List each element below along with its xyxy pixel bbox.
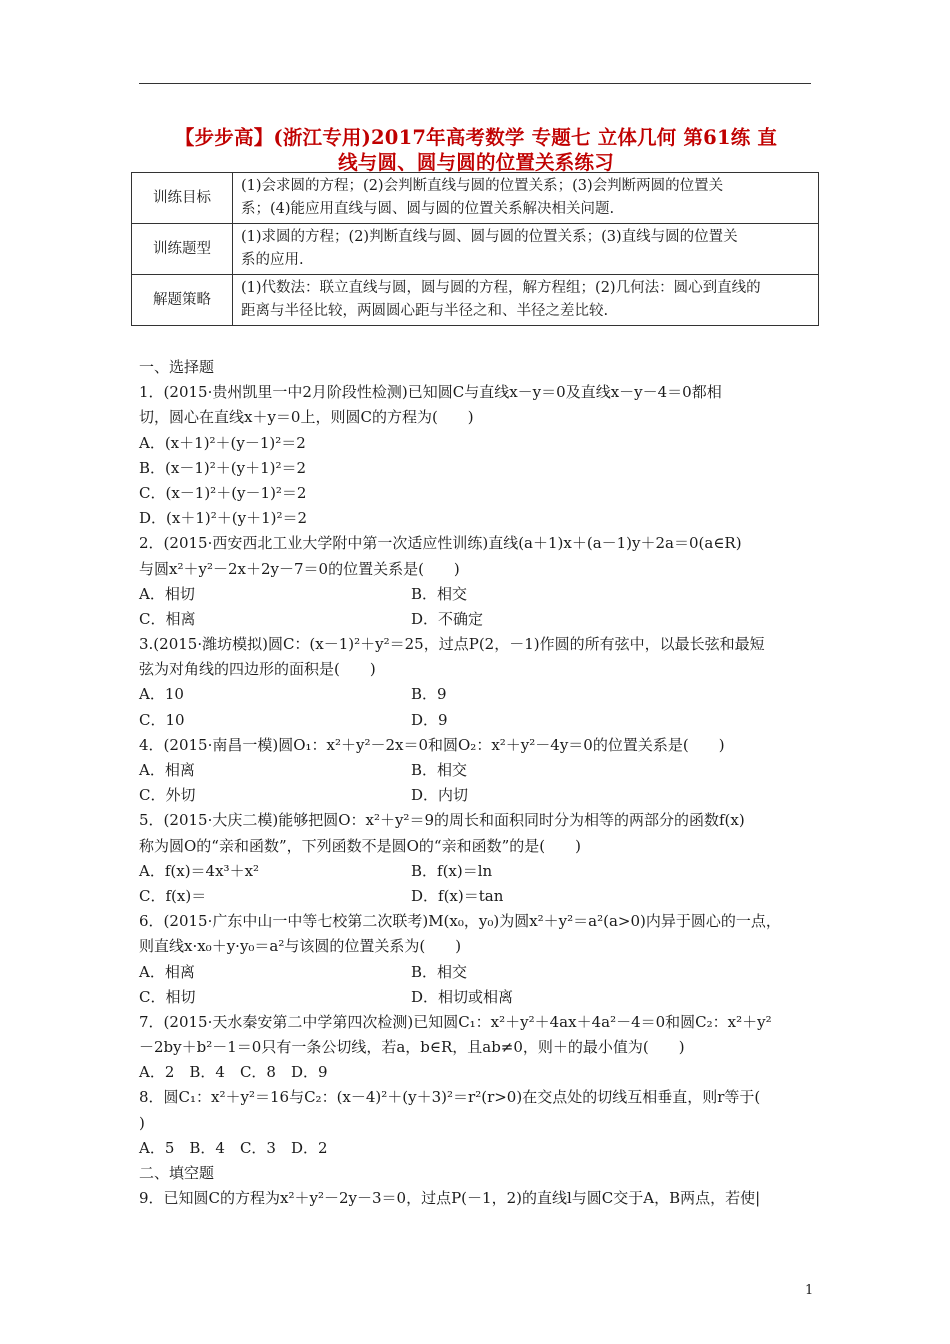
option-left: A．相切 bbox=[139, 584, 195, 603]
row-value-line: 距离与半径比较，两圆圆心距与半径之和、半径之差比较. bbox=[241, 303, 609, 319]
text-line: A．2 B．4 C．8 D．9 bbox=[139, 1063, 328, 1082]
text-line: 9．已知圆C的方程为x²＋y²－2y－3＝0，过点P(－1，2)的直线l与圆C交于A，B两点，若使| bbox=[139, 1189, 761, 1208]
text-line: 弦为对角线的四边形的面积是( ) bbox=[139, 660, 376, 679]
header-rule bbox=[139, 83, 811, 84]
row-value-line: 系；(4)能应用直线与圆、圆与圆的位置关系解决相关问题. bbox=[241, 201, 615, 217]
option-row bbox=[139, 582, 819, 607]
option-right: B．9 bbox=[411, 685, 447, 704]
option-row bbox=[139, 708, 819, 733]
text-line: 4．(2015·南昌一模)圆O₁：x²＋y²－2x＝0和圆O₂：x²＋y²－4y＝0的位置关系是( ) bbox=[139, 735, 725, 754]
table-row bbox=[132, 224, 819, 275]
option-left: C．外切 bbox=[139, 786, 196, 805]
page-title bbox=[131, 125, 821, 175]
exercise-body bbox=[139, 355, 819, 1211]
text-line: 则直线x·x₀＋y·y₀＝a²与该圆的位置关系为( ) bbox=[139, 937, 462, 956]
text-line: B．(x－1)²＋(y＋1)²＝2 bbox=[139, 458, 307, 477]
text-line: A．(x＋1)²＋(y－1)²＝2 bbox=[139, 433, 306, 452]
option-left: C．相切 bbox=[139, 987, 196, 1006]
option-row bbox=[139, 859, 819, 884]
row-key: 解题策略 bbox=[132, 275, 233, 326]
option-right: B．相交 bbox=[411, 962, 468, 981]
text-line: ) bbox=[139, 1113, 145, 1132]
row-value-line: (1)求圆的方程；(2)判断直线与圆、圆与圆的位置关系；(3)直线与圆的位置关 bbox=[241, 229, 738, 245]
option-right: D．内切 bbox=[411, 786, 469, 805]
text-line: 一、选择题 bbox=[139, 358, 215, 376]
text-line: 3.(2015·潍坊模拟)圆C：(x－1)²＋y²＝25，过点P(2，－1)作圆的所有弦中，以最长弦和最短 bbox=[139, 635, 765, 654]
text-line: C．(x－1)²＋(y－1)²＝2 bbox=[139, 483, 307, 502]
text-line: 5．(2015·大庆二模)能够把圆O：x²＋y²＝9的周长和面积同时分为相等的两部分的函数f(x) bbox=[139, 811, 745, 830]
row-value bbox=[233, 224, 819, 275]
option-right: B．相交 bbox=[411, 761, 468, 779]
option-row bbox=[139, 985, 819, 1010]
text-line: D．(x＋1)²＋(y＋1)²＝2 bbox=[139, 509, 308, 528]
text-line: －2by＋b²－1＝0只有一条公切线，若a，b∈R，且ab≠0，则＋的最小值为( ) bbox=[139, 1038, 685, 1057]
option-right: B．f(x)＝ln bbox=[411, 861, 493, 880]
option-row bbox=[139, 783, 819, 808]
text-line: 8．圆C₁：x²＋y²＝16与C₂：(x－4)²＋(y＋3)²＝r²(r>0)在交点处的切线互相垂直，则r等于( bbox=[139, 1088, 761, 1107]
table-row bbox=[132, 275, 819, 326]
text-line: 1．(2015·贵州凯里一中2月阶段性检测)已知圆C与直线x－y＝0及直线x－y－4＝0都相 bbox=[139, 383, 722, 402]
row-key: 训练题型 bbox=[132, 224, 233, 275]
option-right: D．f(x)＝tan bbox=[411, 886, 504, 905]
title-line-2: 线与圆、圆与圆的位置关系练习 bbox=[338, 151, 614, 174]
option-row bbox=[139, 884, 819, 909]
row-value-line: (1)会求圆的方程；(2)会判断直线与圆的位置关系；(3)会判断两圆的位置关 bbox=[241, 178, 724, 194]
option-row bbox=[139, 682, 819, 707]
page-number: 1 bbox=[805, 1283, 814, 1298]
text-line: 7．(2015·天水秦安第二中学第四次检测)已知圆C₁：x²＋y²＋4ax＋4a²－4＝0和圆C₂：x²＋y² bbox=[139, 1012, 772, 1031]
option-left: A．10 bbox=[139, 685, 184, 704]
option-left: C．相离 bbox=[139, 609, 196, 628]
row-key: 训练目标 bbox=[132, 173, 233, 224]
text-line: 2．(2015·西安西北工业大学附中第一次适应性训练)直线(a＋1)x＋(a－1)y＋2a＝0(a∈R) bbox=[139, 534, 742, 553]
option-left: A．相离 bbox=[139, 962, 195, 981]
option-row bbox=[139, 960, 819, 985]
text-line: 称为圆O的“亲和函数”，下列函数不是圆O的“亲和函数”的是( ) bbox=[139, 836, 581, 855]
text-line: 与圆x²＋y²－2x＋2y－7＝0的位置关系是( ) bbox=[139, 559, 460, 578]
option-right: D．不确定 bbox=[411, 609, 484, 628]
option-right: D．9 bbox=[411, 710, 448, 729]
title-line-1: 【步步高】(浙江专用)2017年高考数学 专题七 立体几何 第61练 直 bbox=[174, 126, 778, 149]
option-row bbox=[139, 758, 819, 783]
option-left: C．10 bbox=[139, 710, 185, 729]
table-row bbox=[132, 173, 819, 224]
option-left: A．相离 bbox=[139, 761, 195, 779]
text-line: 6．(2015·广东中山一中等七校第二次联考)M(x₀，y₀)为圆x²＋y²＝a²(a>0)内异于圆心的一点， bbox=[139, 912, 781, 931]
option-row bbox=[139, 607, 819, 632]
text-line: 二、填空题 bbox=[139, 1164, 215, 1182]
row-value bbox=[233, 173, 819, 224]
option-left: C．f(x)＝ bbox=[139, 886, 207, 905]
text-line: A．5 B．4 C．3 D．2 bbox=[139, 1138, 328, 1157]
text-line: 切，圆心在直线x＋y＝0上，则圆C的方程为( ) bbox=[139, 408, 474, 427]
row-value-line: 系的应用. bbox=[241, 252, 304, 268]
row-value bbox=[233, 275, 819, 326]
info-table bbox=[131, 172, 819, 326]
option-left: A．f(x)＝4x³＋x² bbox=[139, 861, 260, 880]
option-right: B．相交 bbox=[411, 584, 468, 603]
option-right: D．相切或相离 bbox=[411, 987, 514, 1006]
row-value-line: (1)代数法：联立直线与圆，圆与圆的方程，解方程组；(2)几何法：圆心到直线的 bbox=[241, 280, 761, 296]
